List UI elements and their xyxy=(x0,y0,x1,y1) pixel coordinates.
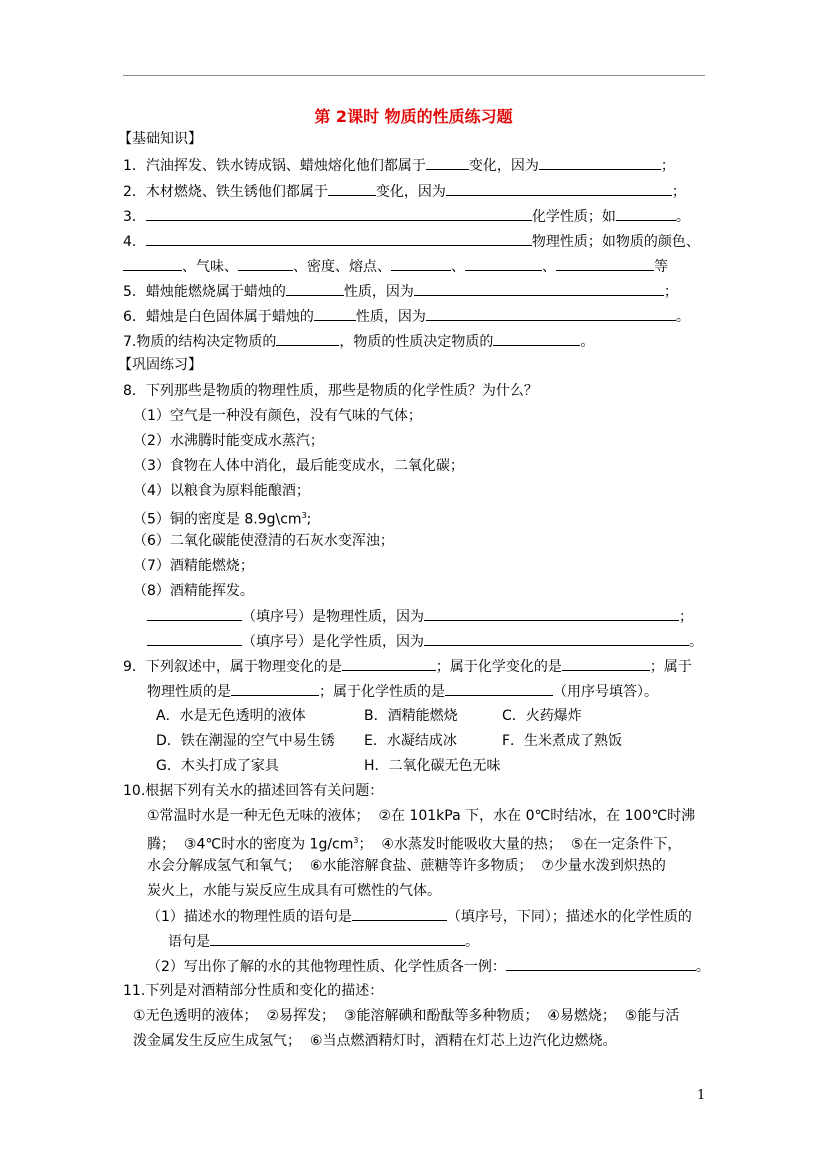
question-7: 7.物质的结构决定物质的 ，物质的性质决定物质的 。 xyxy=(123,334,595,350)
q8-item-8: （8）酒精能挥发。 xyxy=(133,583,254,599)
q8-item-1: （1）空气是一种没有颜色，没有气味的气体； xyxy=(133,408,422,424)
page-title: 第 2课时 物质的性质练习题 xyxy=(314,107,513,126)
header-rule xyxy=(123,75,705,76)
q11-line-2: 泼金属发生反应生成氢气； ⑥当点燃酒精灯时，酒精在灯芯上边汽化边燃烧。 xyxy=(133,1033,617,1049)
question-3: 3． 化学性质；如 。 xyxy=(123,209,690,225)
q8-item-2: （2）水沸腾时能变成水蒸汽； xyxy=(133,433,324,449)
q9-option-b: B．酒精能燃烧 xyxy=(364,708,458,724)
q9-option-a: A．水是无色透明的液体 xyxy=(156,708,306,724)
q8-item-6: （6）二氧化碳能使澄清的石灰水变浑浊； xyxy=(133,533,394,549)
q10-line-3: 水会分解成氢气和氧气； ⑥水能溶解食盐、蔗糖等许多物质； ⑦少量水泼到炽热的 xyxy=(147,858,666,874)
question-1: 1．汽油挥发、铁水铸成锅、蜡烛熔化他们都属于 变化，因为 ； xyxy=(123,158,675,174)
q8-item-5: （5）铜的密度是 $8.9g\backslash cm^3$; xyxy=(133,511,312,528)
q10-sub-2: （2）写出你了解的水的其他物理性质、化学性质各一例： 。 xyxy=(147,959,710,975)
q8-item-7: （7）酒精能燃烧； xyxy=(133,558,254,574)
q8-chemical-answer: （填序号）是化学性质，因为 。 xyxy=(147,632,703,651)
section-basic: 【基础知识】 xyxy=(118,131,202,147)
question-4-cont: 、气味、 、密度、熔点、 、 、 等 xyxy=(123,257,668,276)
q10-line-4: 炭火上，水能与炭反应生成具有可燃性的气体。 xyxy=(147,883,441,899)
section-practice: 【巩固练习】 xyxy=(118,357,202,373)
question-4: 4． 物理性质；如物质的颜色、 xyxy=(123,234,700,250)
q8-item-4: （4）以粮食为原料能酿酒； xyxy=(133,483,310,499)
q10-line-2: 腾； ③4℃时水的密度为 $1g/cm^3$； ④水蒸发时能吸收大量的热； ⑤在一定条件下， xyxy=(147,836,682,853)
question-5: 5．蜡烛能燃烧属于蜡烛的 性质，因为 ； xyxy=(123,284,678,300)
question-6: 6．蜡烛是白色固体属于蜡烛的 性质，因为 。 xyxy=(123,309,690,325)
q9-option-f: F．生米煮成了熟饭 xyxy=(502,733,623,749)
q10-sub-1: （1）描述水的物理性质的语句是 （填序号，下同）；描述水的化学性质的 xyxy=(147,909,692,925)
question-8-stem: 8．下列那些是物质的物理性质，那些是物质的化学性质？为什么？ xyxy=(123,383,538,399)
question-2: 2．木材燃烧、铁生锈他们都属于 变化，因为 ； xyxy=(123,184,686,200)
question-10-stem: 10.根据下列有关水的描述回答有关问题： xyxy=(123,783,384,799)
q10-sub-1-cont: 语句是 。 xyxy=(168,934,479,950)
q8-physical-answer: （填序号）是物理性质，因为 ； xyxy=(147,607,693,626)
question-9: 9．下列叙述中，属于物理变化的是 ；属于化学变化的是 ；属于 xyxy=(123,659,692,675)
question-9-cont: 物理性质的是 ；属于化学性质的是 （用序号填答）。 xyxy=(147,684,658,700)
q9-option-h: H．二氧化碳无色无味 xyxy=(364,758,501,774)
question-11-stem: 11.下列是对酒精部分性质和变化的描述： xyxy=(123,983,384,999)
page-number: 1 xyxy=(697,1088,706,1103)
q9-option-d: D．铁在潮湿的空气中易生锈 xyxy=(156,733,335,749)
q8-item-3: （3）食物在人体中消化，最后能变成水，二氧化碳； xyxy=(133,458,464,474)
q9-option-e: E．水凝结成冰 xyxy=(364,733,457,749)
q9-option-g: G．木头打成了家具 xyxy=(156,758,279,774)
q10-line-1: ①常温时水是一种无色无味的液体； ②在 101kPa 下，水在 0℃时结冰，在 100℃时沸 xyxy=(147,808,696,824)
q9-option-c: C．火药爆炸 xyxy=(502,708,582,724)
q11-line-1: ①无色透明的液体； ②易挥发； ③能溶解碘和酚酞等多种物质； ④易燃烧； ⑤能与活 xyxy=(133,1008,680,1024)
